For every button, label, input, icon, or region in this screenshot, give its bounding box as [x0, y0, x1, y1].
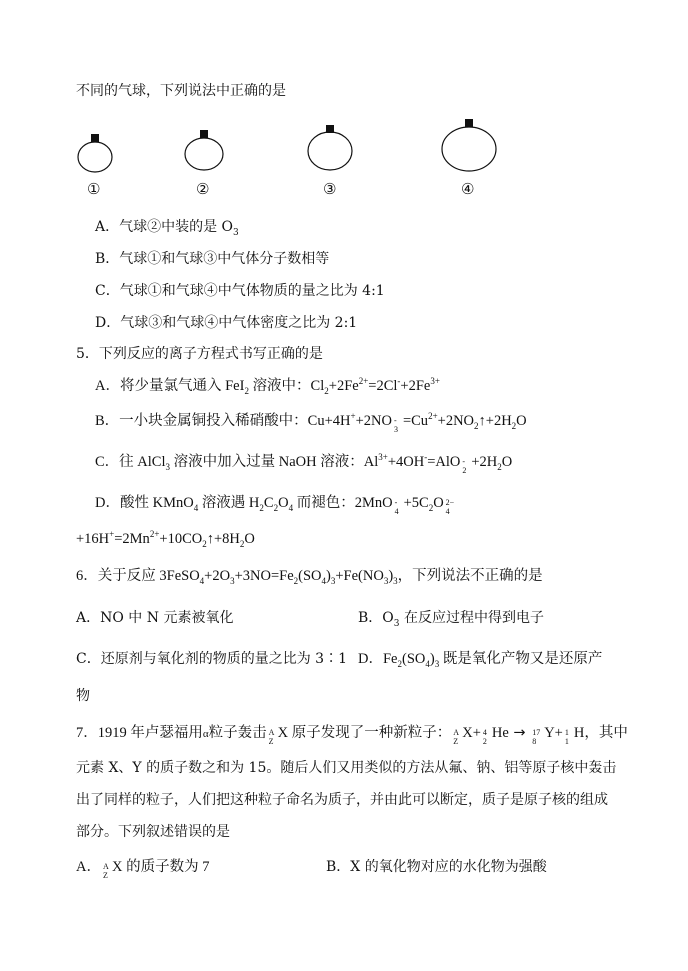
balloon-1 — [78, 142, 112, 172]
q7-l1-mid2: X 原子发现了一种新粒子： — [277, 725, 452, 741]
balloon-1-knot — [91, 134, 99, 142]
q6-stem-suffix: ，下列说法不正确的是 — [397, 568, 543, 584]
q5-b-prefix: B．一小块金属铜投入稀硝酸中：Cu+4H — [95, 413, 351, 429]
q7-a-prefix: A． — [76, 859, 101, 875]
q4-option-a-text: A．气球②中装的是 O — [95, 219, 234, 235]
balloon-4-knot — [465, 119, 473, 127]
q5-option-a: A．将少量氯气通入 FeI$_2$ 溶液中：$Cl_2+2Fe^{2+}=2Cl^-+2Fe^{3+}$ — [95, 376, 440, 396]
balloon-4 — [442, 127, 496, 171]
q5-d-mid2: 而褪色：2MnO — [293, 495, 393, 511]
balloon-1-label: ① — [87, 180, 101, 198]
q6-b-prefix: B．O — [358, 610, 394, 626]
q5-a-mid: 溶液中：Cl — [248, 378, 325, 394]
intro-text: 不同的气球，下列说法中正确的是 — [76, 83, 286, 99]
q5-d-mid: 溶液遇 H — [198, 495, 260, 511]
q6-b-suffix: 在反应过程中得到电子 — [399, 610, 544, 626]
q6-option-a: A．NO 中 N 元素被氧化 — [76, 610, 234, 626]
q7-alpha: α — [202, 728, 209, 740]
q4-option-b: B．气球①和气球③中气体分子数相等 — [95, 251, 330, 267]
q5-c-prefix: C．往 AlCl — [95, 454, 166, 470]
q7-l1-mid: 粒子轰击 — [208, 725, 267, 741]
q6-stem: 6．关于反应 $3FeSO_4+2O_3+3NO=Fe_2(SO_4)_3+Fe(NO_3)_3$，下列说法不正确的是 — [76, 568, 543, 586]
q7-line-3: 出了同样的粒子，人们把这种粒子命名为质子，并由此可以断定，质子是原子核的组成 — [76, 792, 608, 808]
q5-stem: 5．下列反应的离子方程式书写正确的是 — [76, 346, 323, 362]
q5-option-c: C．往 AlCl$_3$ 溶液中加入过量 NaOH 溶液：$Al^{3+}+4OH^-=AlO$ - 2 $+2H_2O$ — [95, 452, 513, 475]
q6-option-c: C．还原剂与氧化剂的物质的量之比为 3∶1 — [76, 651, 347, 667]
q5-a-prefix: A．将少量氯气通入 FeI — [95, 378, 245, 394]
q7-line-4: 部分。下列叙述错误的是 — [76, 824, 230, 840]
q5-option-d: D．酸性 KMnO$_4$ 溶液遇 $H_2C_2O_4$ 而褪色：2MnO - 4 $+5C_2O$ 2− 4 — [95, 495, 455, 516]
balloon-3 — [308, 132, 352, 170]
q7-l1-prefix: 7．1919 年卢瑟福用 — [76, 725, 203, 741]
balloon-2 — [185, 138, 223, 170]
balloons-svg — [0, 110, 688, 210]
q5-option-b: B．一小块金属铜投入稀硝酸中：Cu+4H++2NO - 3 $=Cu^{2+}+2NO_2↑+2H_2O$ — [95, 411, 527, 434]
balloon-3-label: ③ — [323, 180, 337, 198]
q7-line-1: 7．1919 年卢瑟福用α粒子轰击 A Z X 原子发现了一种新粒子： A Z X+ 4 2 He → 17 8 Y+ 1 1 H，其中 — [76, 725, 628, 746]
q6-stem-prefix: 6．关于反应 3FeSO — [76, 568, 200, 584]
q6-option-d-cont: 物 — [76, 688, 90, 704]
q4-option-c: C．气球①和气球④中气体物质的量之比为 4:1 — [95, 283, 385, 299]
q6-option-b: B．$O_3$ 在反应过程中得到电子 — [358, 610, 544, 629]
q5-c-mid: 溶液中加入过量 NaOH 溶液：Al — [170, 454, 379, 470]
q4-option-a-sub: 3 — [233, 227, 239, 238]
q7-line-2: 元素 X、Y 的质子数之和为 15。随后人们又用类似的方法从氟、钠、铝等原子核中轰击 — [76, 760, 617, 776]
q5-option-d-cont: $+16H^+=2Mn^{2+}+10CO_2↑+8H_2O$ — [76, 529, 255, 549]
q5-d-cont: +16H — [76, 531, 110, 547]
balloon-4-label: ④ — [461, 180, 475, 198]
q7-option-a: A． A Z X 的质子数为 7 — [76, 859, 210, 880]
q7-l1-suffix: ，其中 — [584, 725, 628, 741]
q5-d-prefix: D．酸性 KMnO — [95, 495, 194, 511]
q6-option-d: D．$Fe_2(SO_4)_3$ 既是氧化产物又是还原产 — [358, 651, 603, 669]
q4-option-d: D．气球③和气球④中气体密度之比为 2:1 — [95, 315, 358, 331]
balloon-2-label: ② — [196, 180, 210, 198]
q6-d-suffix: 既是氧化产物又是还原产 — [439, 651, 603, 667]
balloons-figure — [0, 110, 688, 210]
q6-d-prefix: D．Fe — [358, 651, 398, 667]
q7-option-b: B．X 的氧化物对应的水化物为强酸 — [326, 859, 547, 875]
q7-a-suffix: X 的质子数为 7 — [111, 859, 210, 875]
q4-option-a — [95, 218, 239, 236]
balloon-2-knot — [200, 130, 208, 138]
